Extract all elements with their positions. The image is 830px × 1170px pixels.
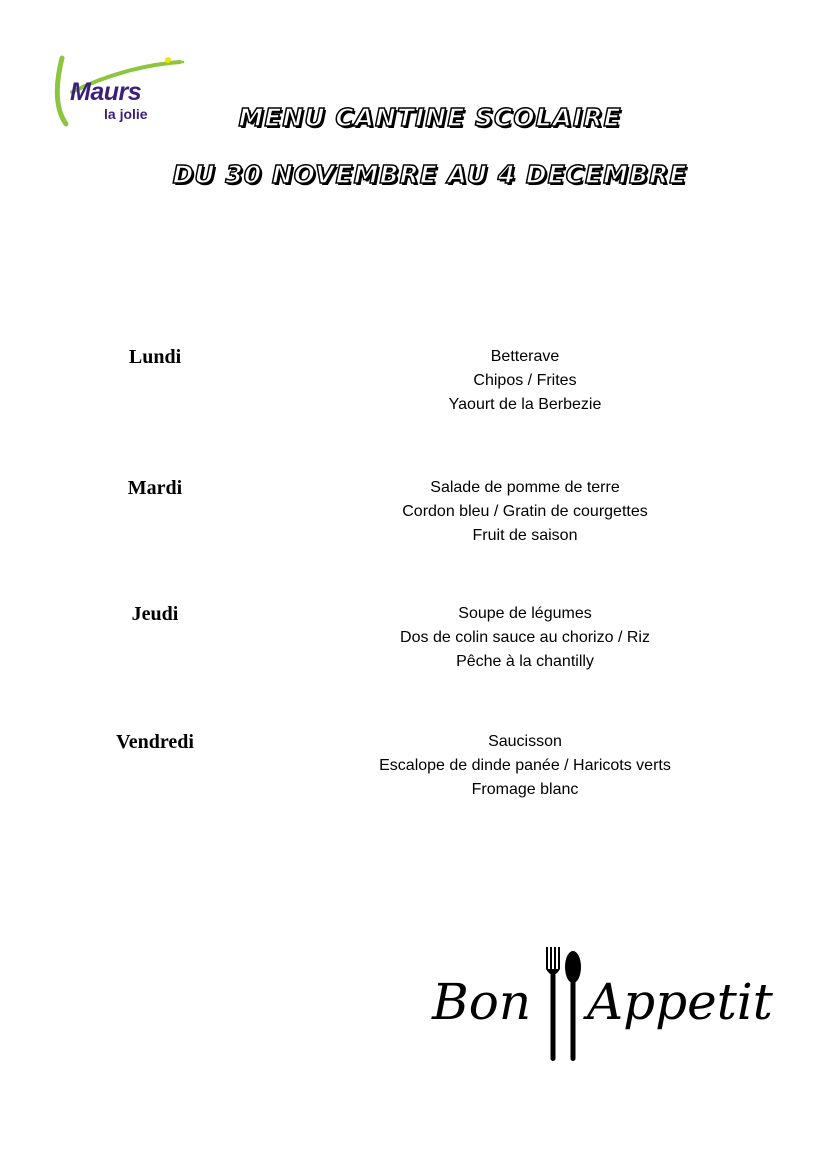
page-title: MENU CANTINE SCOLAIRE: [238, 103, 622, 132]
logo-tagline: la jolie: [104, 106, 148, 122]
dishes-jeudi: [300, 602, 750, 674]
dish: Yaourt de la Berbezie: [448, 396, 602, 413]
dishes-vendredi: [300, 730, 750, 802]
day-label-mardi: Mardi: [127, 477, 183, 499]
day-label-jeudi: Jeudi: [131, 603, 179, 625]
dish: Pêche à la chantilly: [456, 653, 594, 670]
logo-wordmark: Maurs: [70, 78, 142, 106]
dish: Saucisson: [488, 733, 562, 750]
day-label-vendredi: Vendredi: [116, 731, 194, 753]
dish: Betterave: [490, 348, 560, 365]
bon-word: Bon: [432, 973, 532, 1031]
appetit-word: Appetit: [587, 973, 773, 1031]
dish: Dos de colin sauce au chorizo / Riz: [400, 629, 650, 646]
dish: Salade de pomme de terre: [430, 479, 620, 496]
dish: Escalope de dinde panée / Haricots verts: [379, 757, 671, 774]
dish: Fruit de saison: [472, 527, 578, 544]
dishes-mardi: [300, 476, 750, 548]
dish: Chipos / Frites: [473, 372, 577, 389]
fork-spoon-icon: [540, 945, 590, 1065]
dish: Fromage blanc: [471, 781, 579, 798]
day-label-lundi: Lundi: [128, 346, 182, 368]
page-subtitle: DU 30 NOVEMBRE AU 4 DECEMBRE: [172, 160, 688, 189]
dish: Soupe de légumes: [458, 605, 592, 622]
bon-appetit-signature: [412, 945, 782, 1070]
dishes-lundi: [300, 345, 750, 417]
dish: Cordon bleu / Gratin de courgettes: [402, 503, 648, 520]
